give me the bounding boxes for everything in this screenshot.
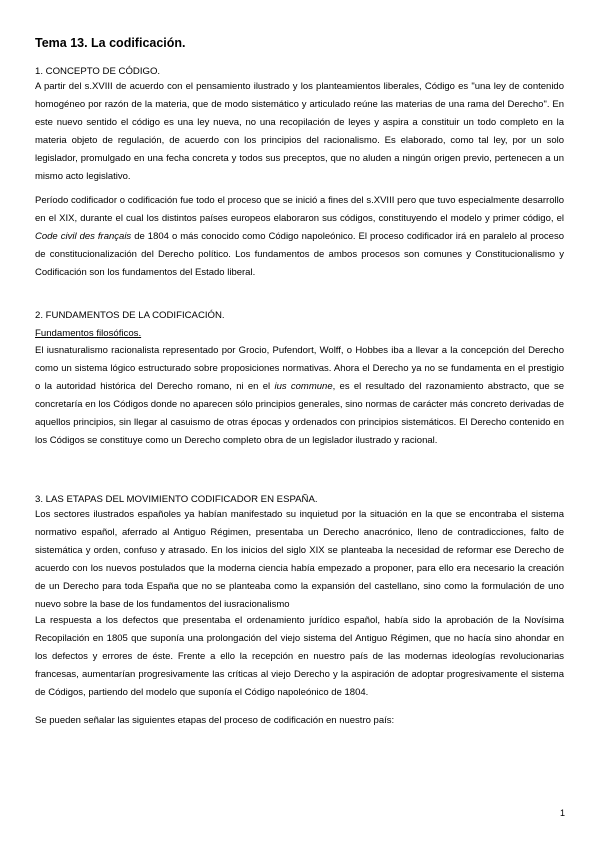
section-3-paragraph-1: Los sectores ilustrados españoles ya habían manifestado su inquietud por la situación en la que se encontraba el sistema normativo español, aferrado al Antiguo Régimen, presentaba un Derecho anacrónico, lleno de contradicciones, falto de sistemática y orden, confuso y atrasado. En los inicios del siglo XIX se planteaba la necesidad de reformar ese Derecho de acuerdo con los nuevos postulados que la moderna ciencia había empezado a proponer, para ello era necesario la creación de un Derecho para toda España que no se planteaba como la expansión del castellano, sino como la formulación de uno nuevo sobre la base de los fundamentos del iusracionalismo	[35, 509, 564, 610]
section-1-paragraph-1: A partir del s.XVIII de acuerdo con el pensamiento ilustrado y los planteamientos liberales, Código es "una ley de contenido homogéneo por razón de la materia, que de modo sistemático y articulado reúne las materias de una rama del Derecho". En este nuevo sentido el código es una ley nueva, no una recopilación de leyes y aspira a constituir un todo completo en la materia objeto de regulación, de acuerdo con los principios del racionalismo. Es elaborado, como tal ley, por un solo legislador, promulgado en una fecha concreta y todos sus preceptos, que no aluden a ningún origen previo, pertenecen a un mismo acto legislativo.	[35, 81, 564, 182]
section-3-paragraph-2: La respuesta a los defectos que presentaba el ordenamiento jurídico español, había sido la aprobación de la Novísima Recopilación en 1805 que suponía una prolongación del viejo sistema del Antiguo Régimen, que no hacía sino ahondar en los defectos y errores de éste. Frente a ello la recepción en nuestro país de las modernas ideologías revolucionarias francesas, aumentarían progresivamente las críticas al viejo Derecho y la aspiración de adoptar progresivamente el sistema de Códigos, partiendo del modelo que suponía el Código napoleónico de 1804.	[35, 615, 564, 698]
paragraph-text: de 1804 o más conocido como Código napoleónico. El proceso codificador irá en paralelo al proceso de constitucionalización del Derecho político. Los fundamentos de ambos procesos son comunes y Constitucionalismo y Codificación son los fundamentos del Estado liberal.	[35, 231, 564, 278]
section-1-heading: 1. CONCEPTO DE CÓDIGO.	[35, 66, 161, 77]
document-title: Tema 13. La codificación.	[35, 36, 186, 50]
section-3-heading: 3. LAS ETAPAS DEL MOVIMIENTO CODIFICADOR EN ESPAÑA.	[35, 494, 318, 505]
page-number: 1	[559, 808, 565, 818]
section-2-subheading: Fundamentos filosóficos.	[35, 328, 142, 339]
italic-term: Code civil des français	[35, 231, 132, 242]
section-2-heading: 2. FUNDAMENTOS DE LA CODIFICACIÓN.	[35, 310, 225, 321]
paragraph-text: , es el resultado del razonamiento abstracto, que se concretaría en los Códigos donde no aparecen sólo principios generales, sino normas de carácter más concreto derivadas de aquellos principios, sin llegar al casuismo de otras épocas y ordenados con principios sistemáticos. El Derecho contenido en los Códigos se constituye como un Derecho completo obra de un legislador ilustrado y racional.	[35, 381, 564, 446]
paragraph-text: El iusnaturalismo racionalista representado por Grocio, Pufendort, Wolff, o Hobbes iba a llevar a la concepción del Derecho como un sistema lógico estructurado sobre proposiciones normativas. Ahora el Derecho ya no se fundamenta en el prestigio o la autoridad histórica del Derecho romano, ni en el	[35, 345, 564, 392]
paragraph-text: Período codificador o codificación fue todo el proceso que se inició a fines del s.XVIII pero que tuvo especialmente desarrollo en el XIX, durante el cual los distintos países europeos elaboraron sus códigos, constituyendo el modelo y primer código, el	[35, 195, 564, 224]
italic-term: ius commune	[274, 381, 333, 392]
section-3-paragraph-3: Se pueden señalar las siguientes etapas del proceso de codificación en nuestro país:	[35, 715, 395, 726]
section-2-paragraph-1	[35, 342, 564, 450]
section-1-paragraph-2	[35, 192, 564, 282]
